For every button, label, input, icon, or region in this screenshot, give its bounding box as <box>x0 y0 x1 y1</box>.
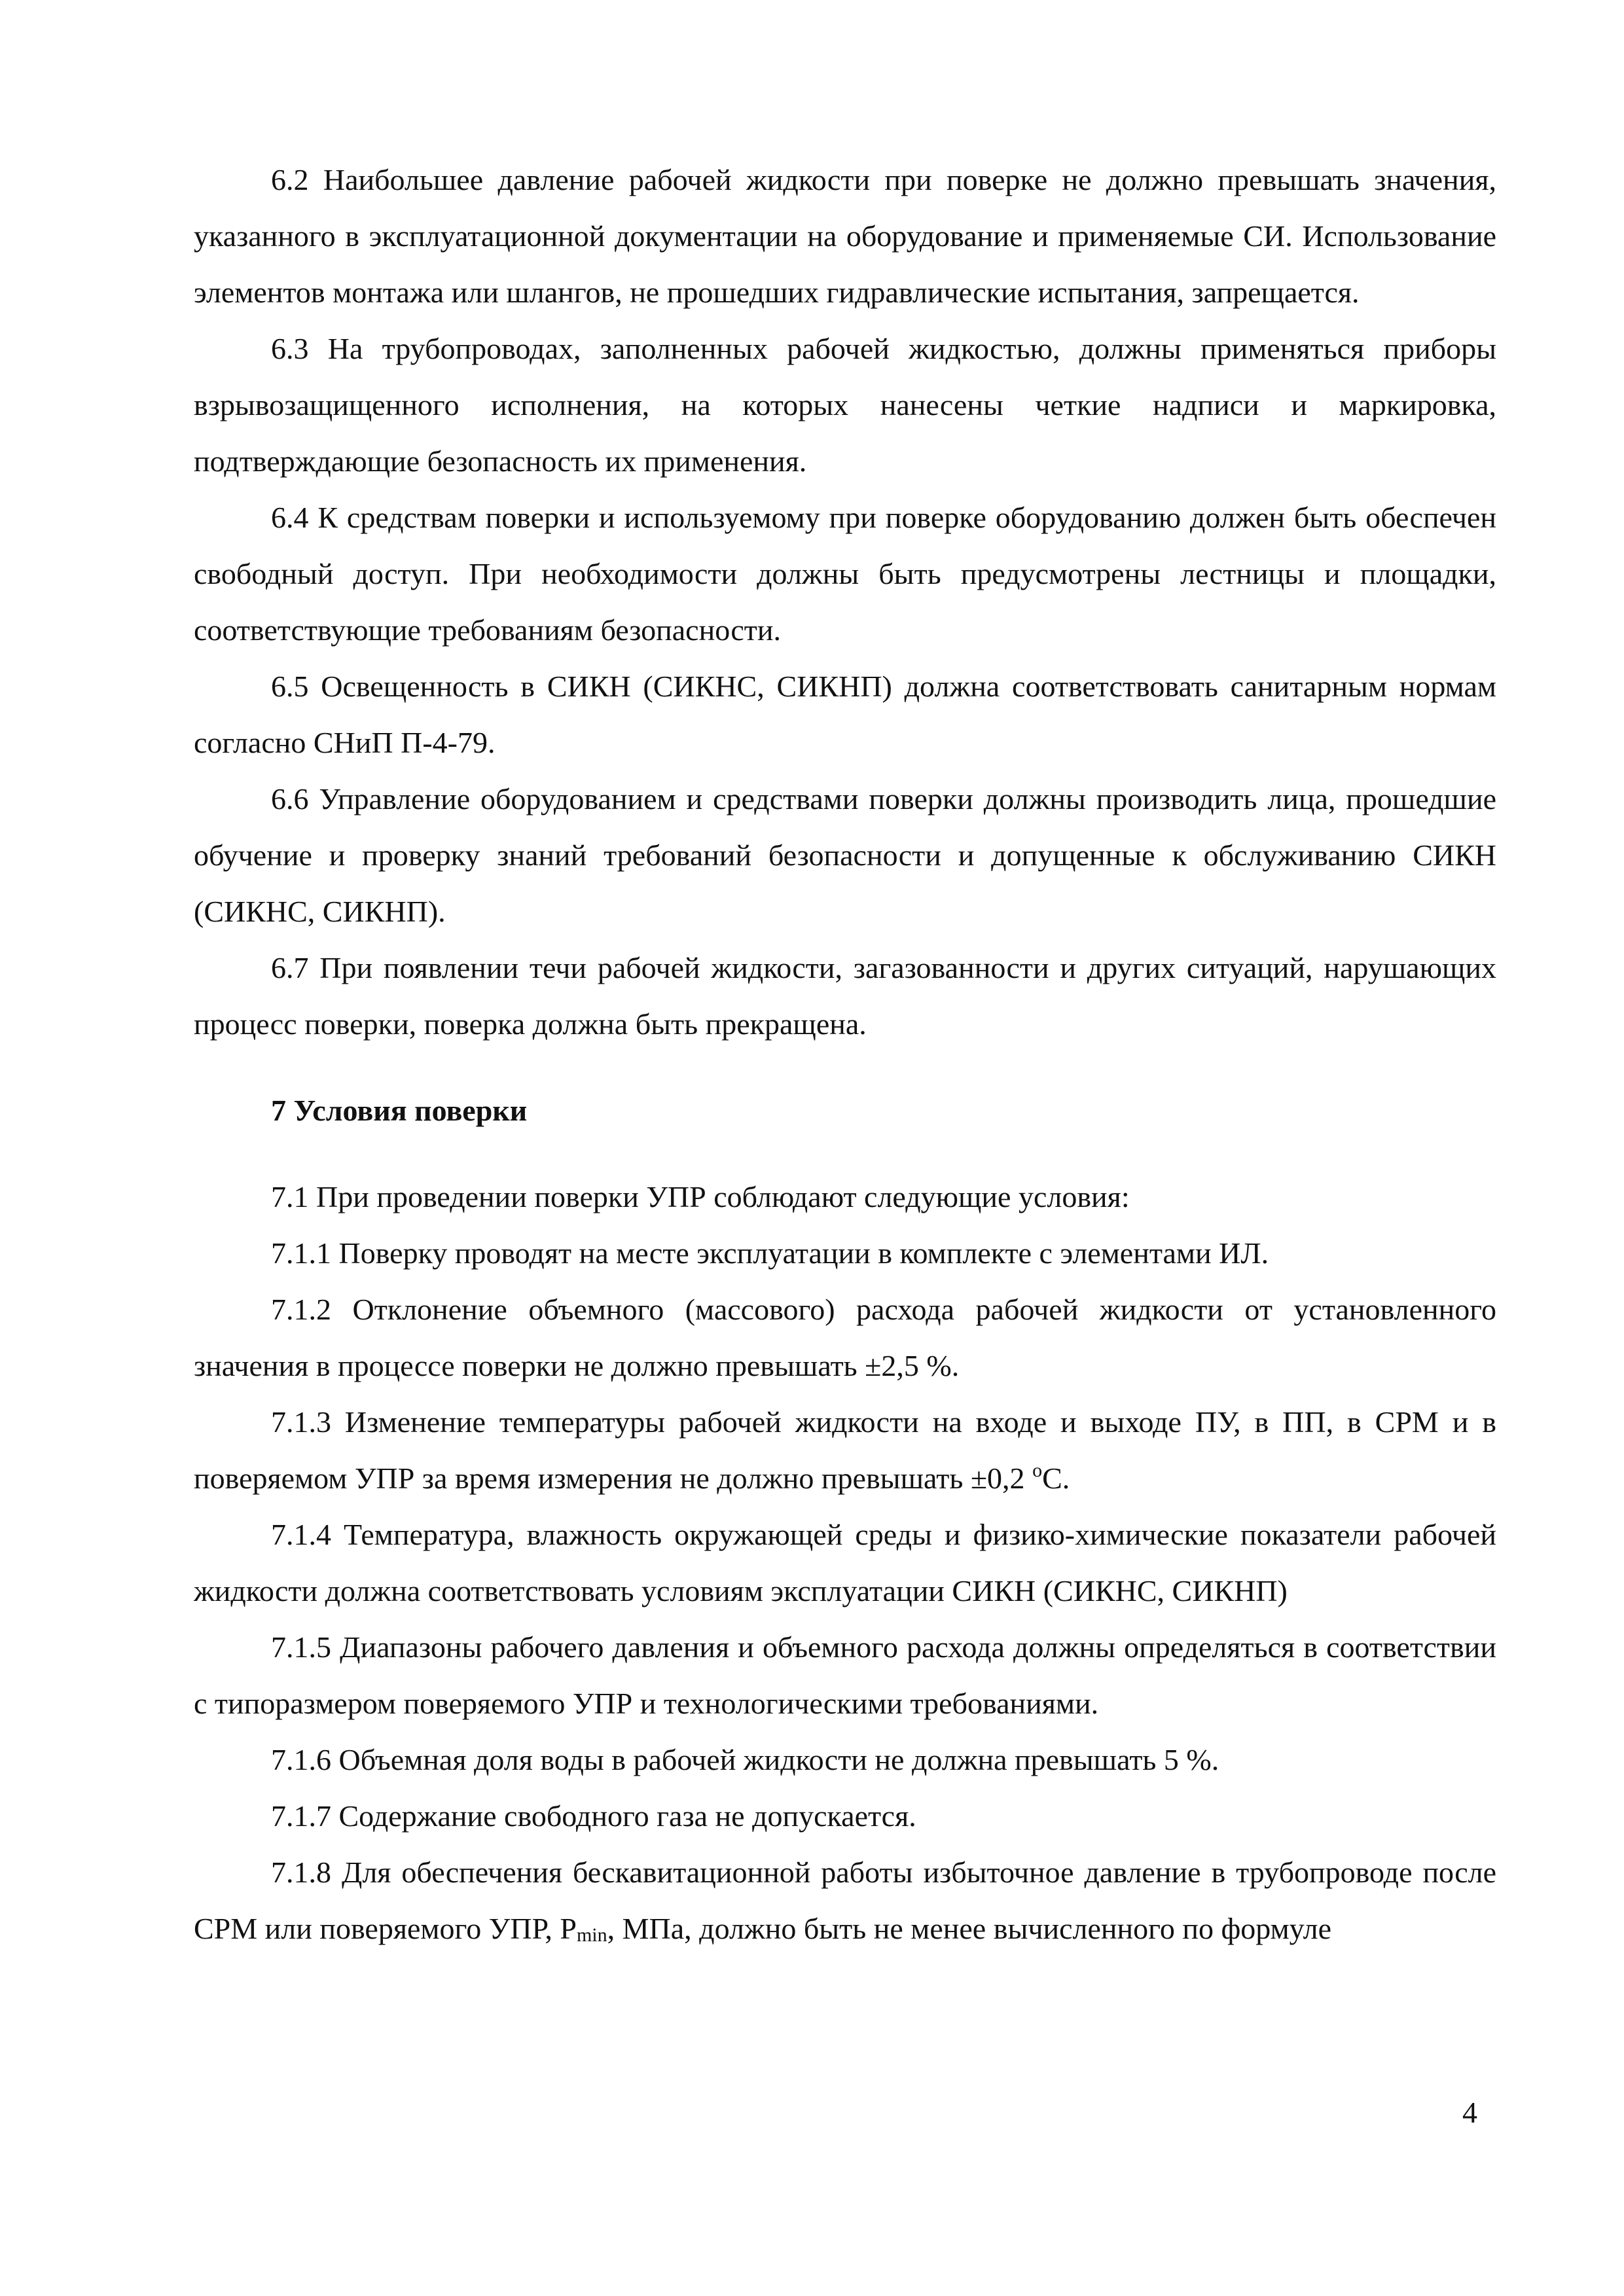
paragraph-6-4: 6.4 К средствам поверки и используемому при поверке оборудованию должен быть обеспечен свободный доступ. При необходимости должны быть предусмотрены лестницы и площадки, соответствующие требованиям безопасности. <box>194 501 1496 647</box>
section-spacer <box>194 1139 1496 1169</box>
paragraph-7-1-8-text-end: , МПа, должно быть не менее вычисленного по формуле <box>607 1912 1332 1945</box>
paragraph-7-1-1: 7.1.1 Поверку проводят на месте эксплуатации в комплекте с элементами ИЛ. <box>271 1236 1269 1270</box>
page-number: 4 <box>1462 2096 1477 2129</box>
paragraph-7-1-3-text: 7.1.3 Изменение температуры рабочей жидкости на входе и выходе ПУ, в ПП, в СРМ и в поверяемом УПР за время измерения не должно превышать ±0,2 <box>194 1405 1496 1495</box>
paragraph-7-1-7: 7.1.7 Содержание свободного газа не допускается. <box>271 1799 916 1833</box>
paragraph-7-1-8-text: 7.1.8 Для обеспечения бескавитационной работы избыточное давление в трубопроводе после СРМ или поверяемого УПР, P <box>194 1856 1496 1945</box>
p-min-subscript: min <box>576 1924 607 1946</box>
section-spacer <box>194 1052 1496 1083</box>
paragraph-6-2: 6.2 Наибольшее давление рабочей жидкости при поверке не должно превышать значения, указанного в эксплуатационной документации на оборудование и применяемые СИ. Использование элементов монтажа или шлангов, не прошедших гидравлические испытания, запрещается. <box>194 163 1496 309</box>
paragraph-7-1-6: 7.1.6 Объемная доля воды в рабочей жидкости не должна превышать 5 %. <box>271 1743 1219 1776</box>
paragraph-6-7: 6.7 При появлении течи рабочей жидкости, загазованности и других ситуаций, нарушающих процесс поверки, поверка должна быть прекращена. <box>194 951 1496 1041</box>
paragraph-7-1: 7.1 При проведении поверки УПР соблюдают следующие условия: <box>271 1180 1130 1213</box>
section-heading: 7 Условия поверки <box>271 1094 528 1127</box>
paragraph-6-3: 6.3 На трубопроводах, заполненных рабочей жидкостью, должны применяться приборы взрывозащищенного исполнения, на которых нанесены четкие надписи и маркировка, подтверждающие безопасность их применения. <box>194 332 1496 478</box>
paragraph-6-6: 6.6 Управление оборудованием и средствами поверки должны производить лица, прошедшие обучение и проверку знаний требований безопасности и допущенные к обслуживанию СИКН (СИКНС, СИКНП). <box>194 782 1496 928</box>
paragraph-7-1-4: 7.1.4 Температура, влажность окружающей среды и физико-химические показатели рабочей жидкости должна соответствовать условиям эксплуатации СИКН (СИКНС, СИКНП) <box>194 1518 1496 1607</box>
paragraph-7-1-5: 7.1.5 Диапазоны рабочего давления и объемного расхода должны определяться в соответствии с типоразмером поверяемого УПР и технологическими требованиями. <box>194 1630 1496 1720</box>
paragraph-6-5: 6.5 Освещенность в СИКН (СИКНС, СИКНП) должна соответствовать санитарным нормам согласно СНиП П-4-79. <box>194 670 1496 759</box>
paragraph-7-1-3 <box>194 1394 1496 1507</box>
paragraph-7-1-8 <box>194 1844 1496 1957</box>
document-page <box>194 152 1496 1957</box>
degree-mark: о <box>1032 1460 1043 1481</box>
paragraph-7-1-3-unit: С. <box>1042 1462 1070 1495</box>
paragraph-7-1-2: 7.1.2 Отклонение объемного (массового) расхода рабочей жидкости от установленного значения в процессе поверки не должно превышать ±2,5 %. <box>194 1293 1496 1382</box>
